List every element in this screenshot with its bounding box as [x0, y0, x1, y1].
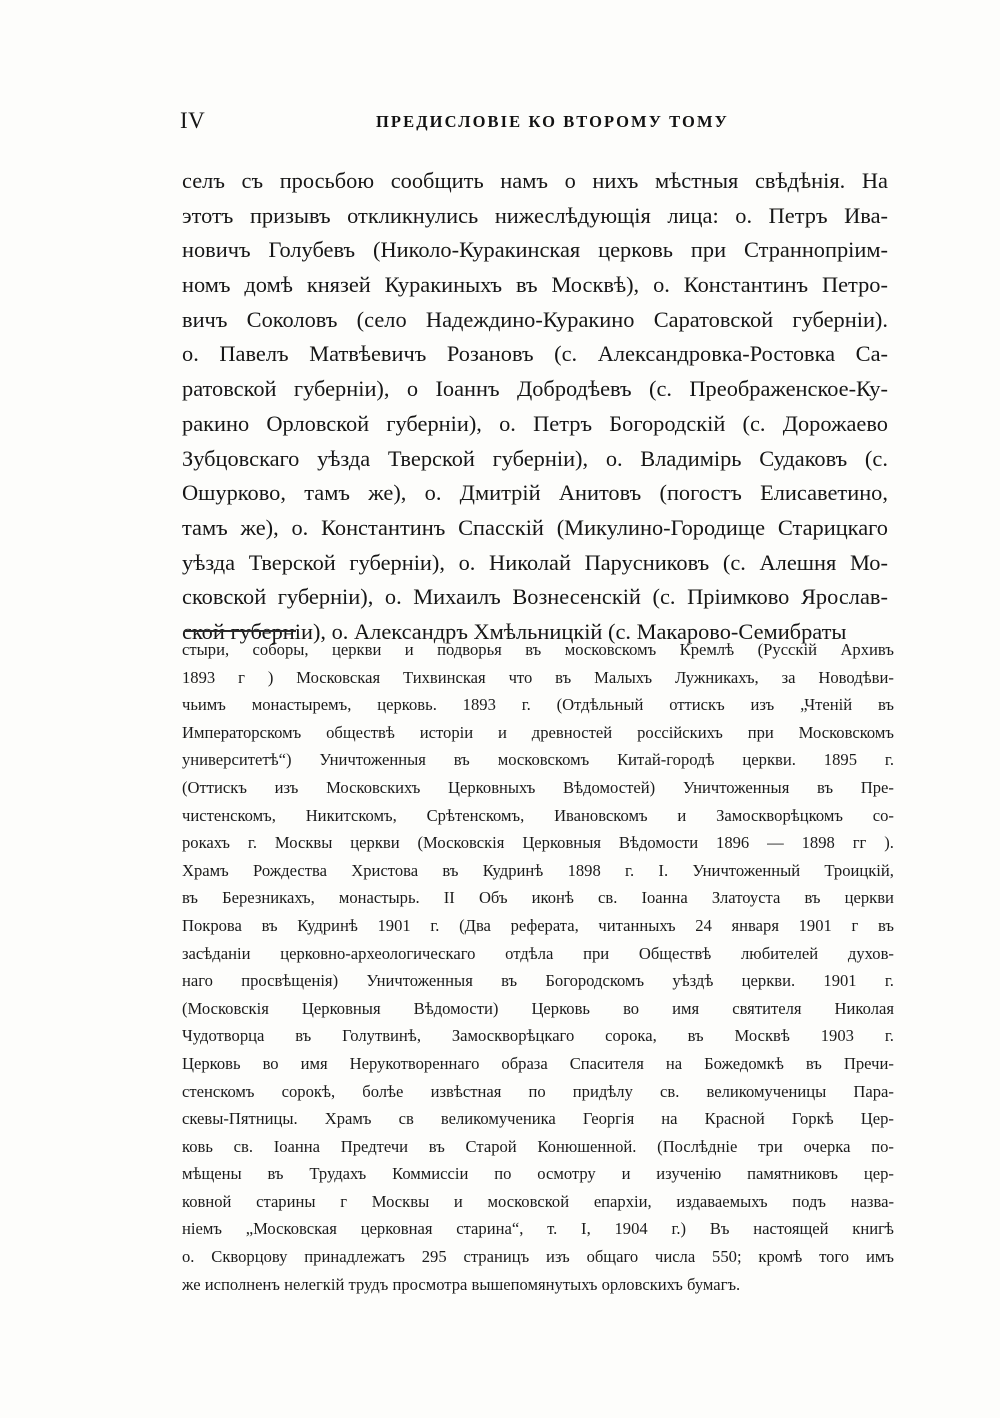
footnote-line: университетѣ“) Уничтоженныя въ московскомъ Китай-городѣ церкви. 1895 г. — [182, 750, 894, 770]
running-head — [180, 108, 880, 134]
footnote-line: ніемъ „Московская церковная старина“, т. I, 1904 г.) Въ настоящей книгѣ — [182, 1219, 894, 1239]
footnote-line: стенскомъ сорокѣ, болѣе извѣстная по придѣлу св. великомученицы Пара- — [182, 1081, 894, 1101]
footnote-line: Церковь во имя Нерукотвореннаго образа Спасителя на Божедомкѣ въ Пречи- — [182, 1053, 894, 1073]
footnote-line: 1893 г ) Московская Тихвинская что въ Малыхъ Лужникахъ, за Новодѣви- — [182, 667, 894, 687]
footnote-line: Храмъ Рождества Христова въ Кудринѣ 1898 г. I. Уничтоженный Троицкій, — [182, 860, 894, 880]
footnote-line: стыри, соборы, церкви и подворья въ московскомъ Кремлѣ (Русскій Архивъ — [182, 640, 894, 659]
body-text — [182, 164, 888, 650]
body-line: ратовской губерніи), о Іоаннъ Добродѣевъ (с. Преображенское-Ку- — [182, 376, 888, 402]
footnote-line: засѣданіи церковно-археологическаго отдѣла при Обществѣ любителей духов- — [182, 943, 894, 963]
body-line: Ошурково, тамъ же), о. Дмитрій Анитовъ (погостъ Елисаветино, — [182, 480, 888, 506]
body-line: ской губерніи), о. Александръ Хмѣльницкій (с. Макарово-Семибраты — [182, 618, 847, 644]
footnote-line: ковной старины г Москвы и московской епархіи, издаваемыхъ подъ назва- — [182, 1191, 894, 1211]
body-line: о. Павелъ Матвѣевичъ Розановъ (с. Александровка-Ростовка Са- — [182, 341, 888, 367]
body-line: ракино Орловской губерніи), о. Петръ Богородскій (с. Дорожаево — [182, 410, 888, 436]
footnote-line: Императорскомъ обществѣ исторіи и древностей россійскихъ при Московскомъ — [182, 722, 894, 742]
body-line: селъ съ просьбою сообщить намъ о нихъ мѣстныя свѣдѣнія. На — [182, 168, 888, 193]
body-line: уѣзда Тверской губерніи), о. Николай Парусниковъ (с. Алешня Мо- — [182, 549, 888, 575]
running-head-title: ПРЕДИСЛОВІЕ КО ВТОРОМУ ТОМУ — [376, 112, 729, 131]
footnote-line: (Оттискъ изъ Московскихъ Церковныхъ Вѣдомостей) Уничтоженныя въ Пре- — [182, 777, 894, 797]
footnote-line: мѣщены въ Трудахъ Коммиссіи по осмотру и изученію памятниковъ цер- — [182, 1164, 894, 1184]
footnote-line: чьимъ монастыремъ, церковь. 1893 г. (Отдѣльный оттискъ изъ „Чтеній въ — [182, 695, 894, 715]
footnote-line: въ Березникахъ, монастырь. II Объ иконѣ св. Іоанна Златоуста въ церкви — [182, 888, 894, 908]
footnote-line: Покрова въ Кудринѣ 1901 г. (Два реферата, читанныхъ 24 января 1901 г въ — [182, 915, 894, 935]
footnote-line: скевы-Пятницы. Храмъ св великомученика Георгія на Красной Горкѣ Цер- — [182, 1109, 894, 1129]
footnote-line: рокахъ г. Москвы церкви (Московскія Церковныя Вѣдомости 1896 — 1898 гг ). — [182, 833, 894, 853]
page-number: IV — [180, 108, 206, 133]
body-line: сковской губерніи), о. Михаилъ Вознесенскій (с. Пріимково Ярослав- — [182, 584, 888, 610]
body-line: новичъ Голубевъ (Николо-Куракинская церковь при Страннопріим- — [182, 237, 888, 263]
body-line: номъ домѣ князей Куракиныхъ въ Москвѣ), о. Константинъ Петро- — [182, 272, 888, 298]
footnote-separator-rule — [184, 630, 296, 632]
footnote-line: ковь св. Іоанна Предтечи въ Старой Конюшенной. (Послѣдніе три очерка по- — [182, 1136, 894, 1156]
footnote-line: (Московскія Церковныя Вѣдомости) Церковь во имя святителя Николая — [182, 998, 894, 1018]
body-line: этотъ призывъ откликнулись нижеслѣдующія лица: о. Петръ Ива- — [182, 202, 888, 228]
footnote-line: же исполненъ нелегкій трудъ просмотра вышепомянутыхъ орловскихъ бумагъ. — [182, 1274, 741, 1294]
footnote-line: Чудотворца въ Голутвинѣ, Замоскворѣцкаго сорока, въ Москвѣ 1903 г. — [182, 1026, 894, 1046]
body-line: Зубцовскаго уѣзда Тверской губерніи), о. Владимірь Судаковъ (с. — [182, 445, 888, 471]
body-line: тамъ же), о. Константинъ Спасскій (Микулино-Городище Старицкаго — [182, 514, 888, 540]
body-line: вичъ Соколовъ (село Надеждино-Куракино Саратовской губерніи). — [182, 306, 888, 332]
footnote-line: чистенскомъ, Никитскомъ, Срѣтенскомъ, Ивановскомъ и Замоскворѣцкомъ со- — [182, 805, 894, 825]
footnote-line: наго просвѣщенія) Уничтоженныя въ Богородскомъ уѣздѣ церкви. 1901 г. — [182, 971, 894, 991]
footnote-text — [182, 636, 894, 1298]
footnote-line: о. Скворцову принадлежатъ 295 страницъ изъ общаго числа 550; кромѣ того имъ — [182, 1247, 894, 1267]
